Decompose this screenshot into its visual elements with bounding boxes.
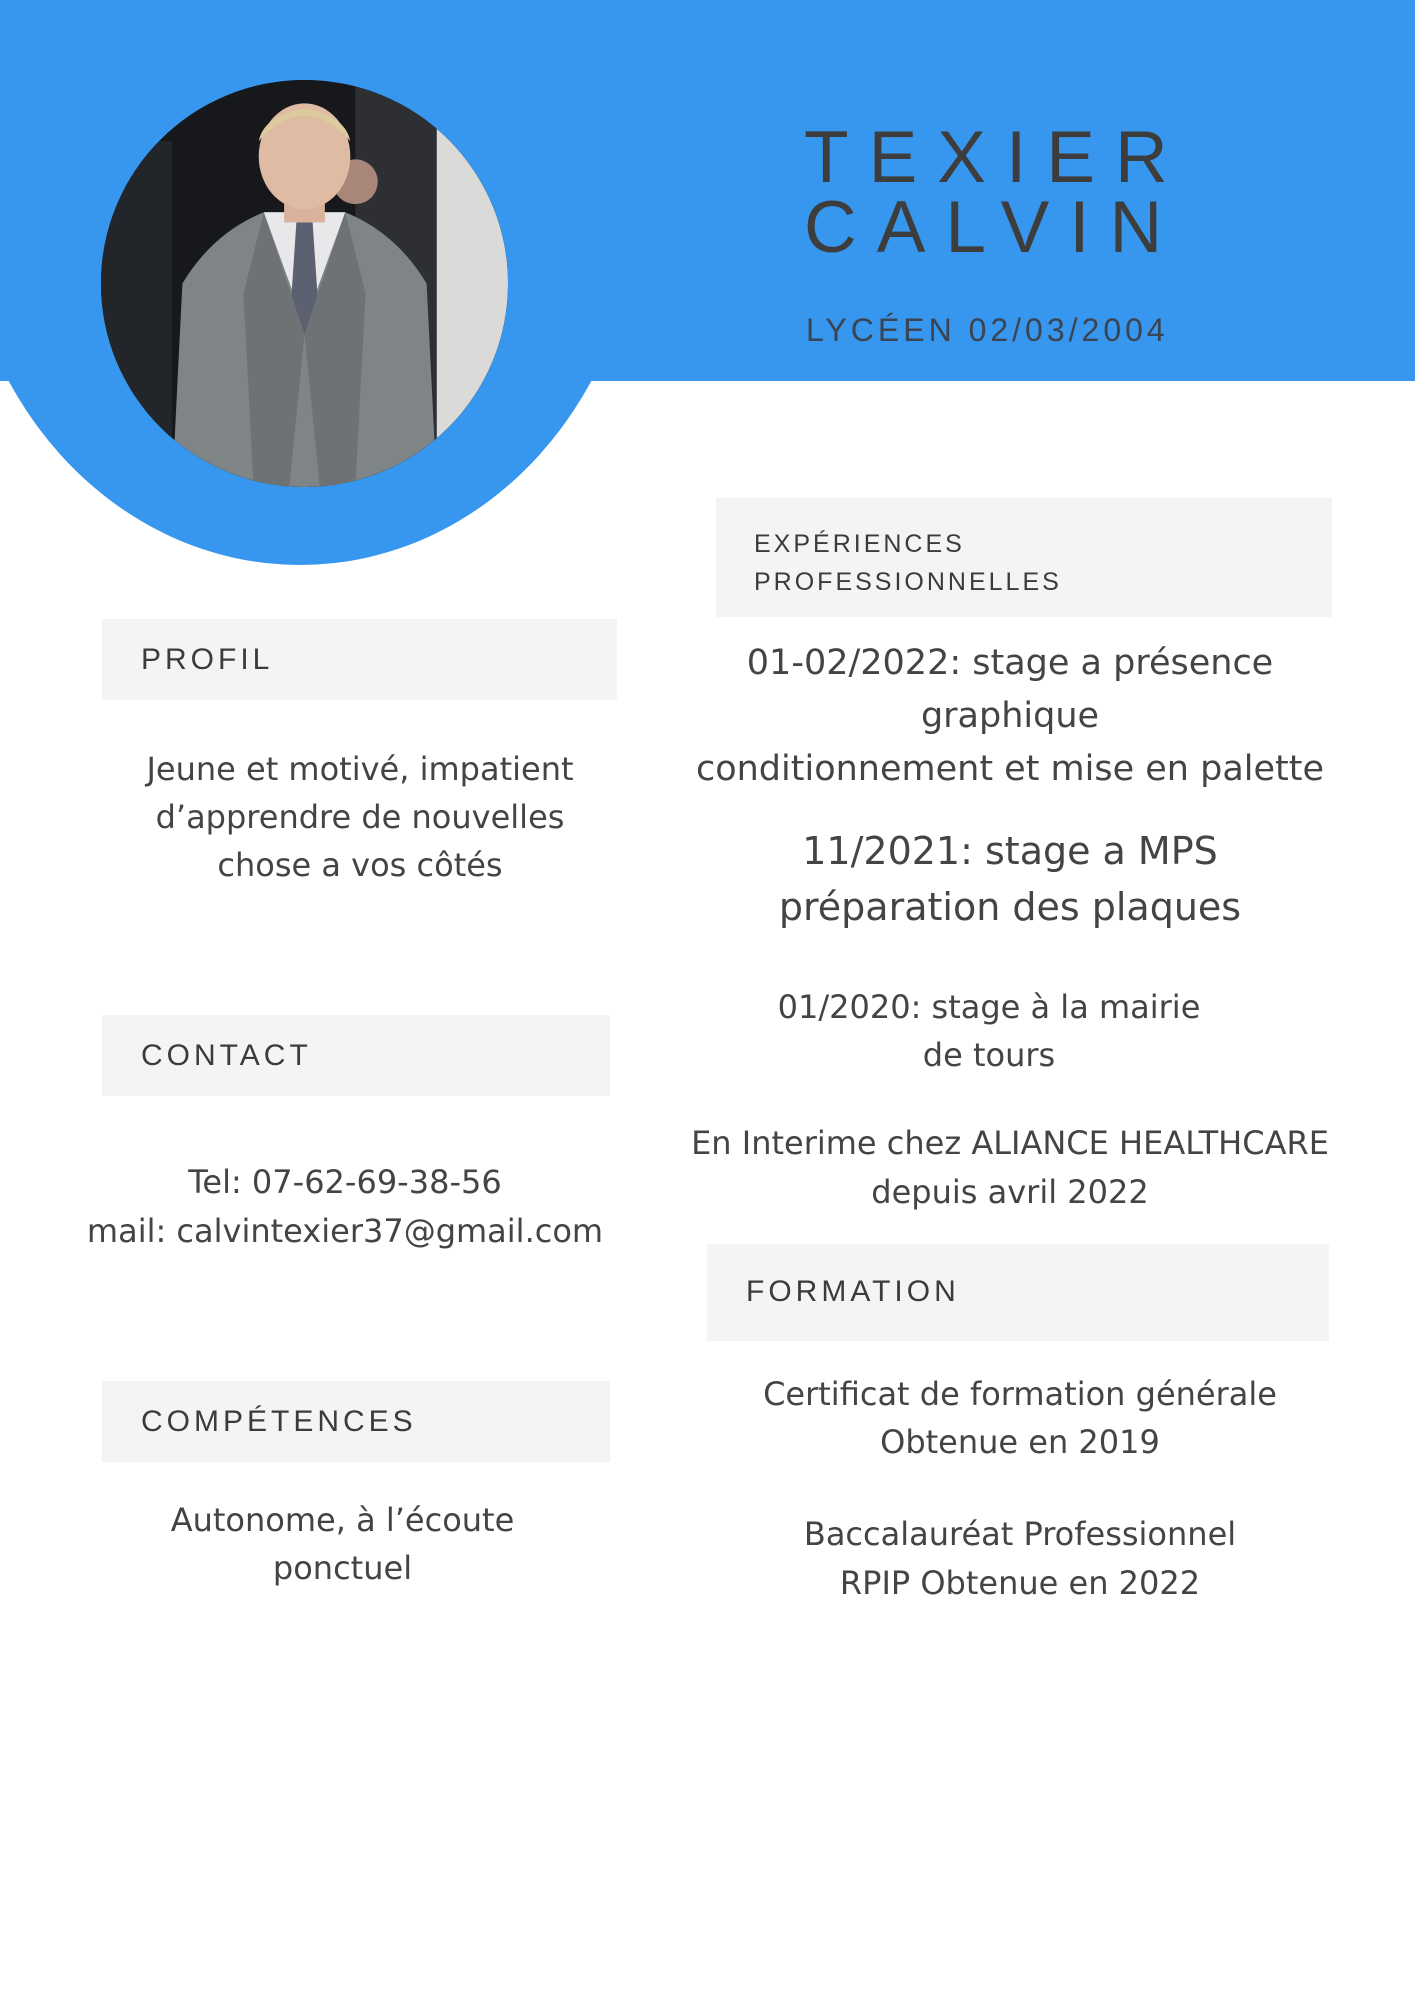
contact-heading xyxy=(102,1015,610,1096)
first-name: CALVIN xyxy=(804,187,1183,268)
profil-text xyxy=(60,745,660,889)
formation-line: Certificat de formation générale xyxy=(763,1375,1277,1413)
subtitle: LYCÉEN 02/03/2004 xyxy=(806,312,1169,348)
profil-line: d’apprendre de nouvelles xyxy=(155,798,565,836)
formation-item xyxy=(700,1370,1340,1466)
formation-line: RPIP Obtenue en 2022 xyxy=(839,1564,1201,1602)
profile-photo-image xyxy=(101,80,508,487)
experience-line: graphique xyxy=(920,696,1100,736)
competences-heading xyxy=(102,1381,610,1462)
profil-title: PROFIL xyxy=(141,643,274,676)
profile-photo xyxy=(101,80,508,487)
profil-line: chose a vos côtés xyxy=(217,846,503,884)
formation-line: Baccalauréat Professionnel xyxy=(803,1515,1237,1553)
experience-line: conditionnement et mise en palette xyxy=(695,749,1325,789)
competences-line: ponctuel xyxy=(272,1549,413,1587)
experience-item xyxy=(690,1119,1330,1217)
experiences-title-line: PROFESSIONNELLES xyxy=(754,568,1062,596)
competences-text xyxy=(45,1496,640,1592)
formation-line: Obtenue en 2019 xyxy=(880,1423,1160,1461)
competences-title: COMPÉTENCES xyxy=(141,1405,417,1438)
experiences-title-line: EXPÉRIENCES xyxy=(754,530,965,558)
experience-item xyxy=(689,983,1289,1079)
last-name: TEXIER xyxy=(804,117,1188,198)
profil-heading xyxy=(102,619,617,700)
contact-text xyxy=(40,1158,650,1256)
profil-line: Jeune et motivé, impatient xyxy=(146,750,574,788)
formation-item xyxy=(700,1510,1340,1608)
experience-line: 11/2021: stage a MPS xyxy=(802,829,1218,873)
contact-title: CONTACT xyxy=(141,1039,312,1072)
experience-line: de tours xyxy=(922,1036,1056,1074)
contact-email: mail: calvintexier37@gmail.com xyxy=(86,1212,604,1250)
formation-title: FORMATION xyxy=(746,1275,960,1308)
experience-line: 01/2020: stage à la mairie xyxy=(777,988,1201,1026)
experience-item xyxy=(690,637,1330,796)
experiences-heading xyxy=(716,498,1332,617)
experience-line: préparation des plaques xyxy=(778,885,1242,929)
formation-heading xyxy=(707,1244,1329,1341)
competences-line: Autonome, à l’écoute xyxy=(170,1501,515,1539)
experience-item xyxy=(690,823,1330,935)
experience-line: En Interime chez ALIANCE HEALTHCARE xyxy=(691,1124,1329,1162)
contact-phone: Tel: 07-62-69-38-56 xyxy=(188,1163,502,1201)
experience-line: 01-02/2022: stage a présence xyxy=(746,643,1274,683)
experience-line: depuis avril 2022 xyxy=(871,1173,1149,1211)
